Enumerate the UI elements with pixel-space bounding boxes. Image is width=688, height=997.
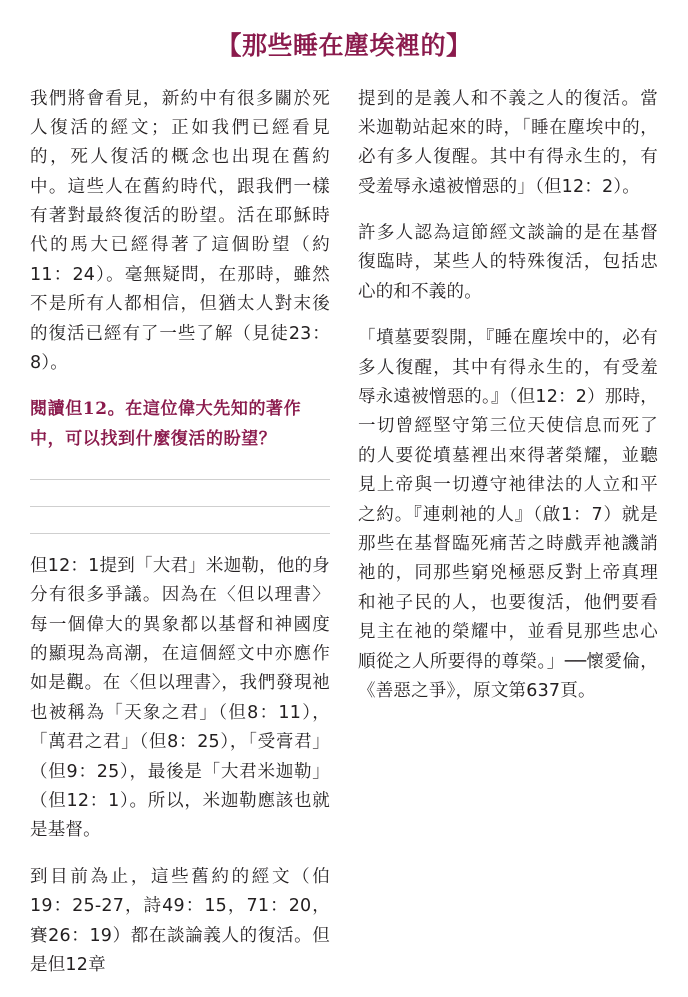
two-column-layout bbox=[30, 85, 658, 997]
paragraph: 我們將會看見，新約中有很多關於死人復活的經文；正如我們已經看見的，死人復活的概念也出現在舊約中。這些人在舊約時代，跟我們一樣有著對最終復活的盼望。活在耶穌時代的馬大已經得著了這個盼望（約11：24）。毫無疑問，在那時，雖然不是所有人都相信，但猶太人對末後的復活已經有了一些了解（見徒23：8）。 bbox=[30, 85, 330, 379]
paragraph: 但12：1提到「大君」米迦勒，他的身分有很多爭議。因為在〈但以理書〉每一個偉大的異象都以基督和神國度的顯現為高潮，在這個經文中亦應作如是觀。在〈但以理書〉，我們發現祂也被稱為「天象之君」（但8：11），「萬君之君」（但8：25），「受膏君」（但9：25），最後是「大君米迦勒」（但12：1）。所以，米迦勒應該也就是基督。 bbox=[30, 552, 330, 846]
paragraph: 到目前為止，這些舊約的經文（伯19：25-27，詩49：15，71：20，賽26：19）都在談論義人的復活。但是但12章 bbox=[30, 863, 330, 981]
answer-line bbox=[30, 533, 330, 534]
answer-line bbox=[30, 479, 330, 480]
left-column bbox=[30, 85, 330, 997]
answer-lines bbox=[30, 479, 330, 534]
paragraph: 提到的是義人和不義之人的復活。當米迦勒站起來的時，「睡在塵埃中的，必有多人復醒。其中有得永生的，有受羞辱永遠被憎惡的」（但12：2）。 bbox=[358, 85, 658, 203]
quotation-paragraph: 「墳墓要裂開，『睡在塵埃中的，必有多人復醒，其中有得永生的，有受羞辱永遠被憎惡的。』（但12：2）那時，一切曾經堅守第三位天使信息而死了的人要從墳墓裡出來得著榮耀，並聽見上帝與一切遵守祂律法的人立和平之約。『連刺祂的人』（啟1：7）就是那些在基督臨死痛苦之時戲弄祂譏誚祂的，同那些窮兇極惡反對上帝真理和祂子民的人，也要復活，他們要看見主在祂的榮耀中，並看見那些忠心順從之人所要得的尊榮。」──懷愛倫，《善惡之爭》，原文第637頁。 bbox=[358, 324, 658, 706]
page-title: 【那些睡在塵埃裡的】 bbox=[30, 30, 658, 63]
answer-line bbox=[30, 506, 330, 507]
study-question: 閱讀但12。在這位偉大先知的著作中，可以找到什麼復活的盼望？ bbox=[30, 395, 330, 455]
right-column bbox=[358, 85, 658, 724]
paragraph: 許多人認為這節經文談論的是在基督復臨時，某些人的特殊復活，包括忠心的和不義的。 bbox=[358, 219, 658, 307]
